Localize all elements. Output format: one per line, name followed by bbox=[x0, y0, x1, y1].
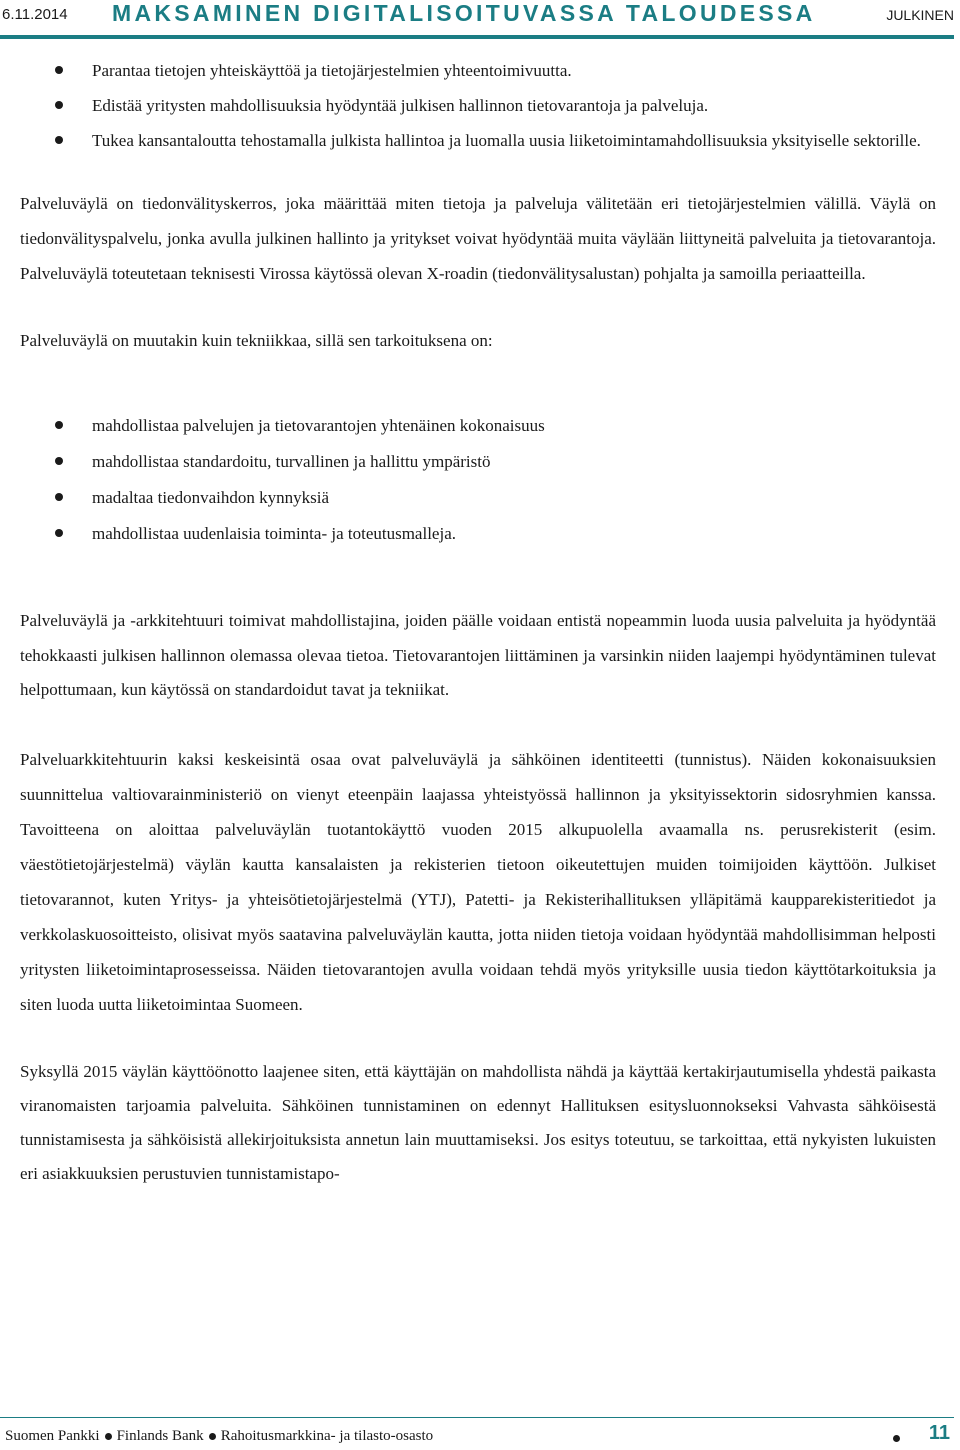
list-item: mahdollistaa uudenlaisia toiminta- ja toteutusmalleja. bbox=[20, 516, 936, 552]
bullet-dot-icon bbox=[209, 1433, 216, 1440]
footer-org-sv: Finlands Bank bbox=[116, 1428, 204, 1444]
list-item: Tukea kansantaloutta tehostamalla julkista hallintoa ja luomalla uusia liiketoimintamahdollisuuksia yksityiselle sektorille. bbox=[20, 123, 936, 158]
paragraph-service-bus-definition: Palveluväylä on tiedonvälityskerros, joka määrittää miten tietoja ja palveluja välitetään eri tietojärjestelmien välillä. Väylä on tiedonvälityspalvelu, jonka avulla julkinen hallinto ja yritykset voivat hyödyntää muita väylään liittyneitä palveluita ja tietovarantoja. Palveluväylä toteutetaan teknisesti Virossa käytössä olevan X-roadin (tiedonvälitysalustan) pohjalta ja samoilla periaatteilla. bbox=[20, 194, 936, 283]
bullet-dot-icon bbox=[893, 1435, 900, 1442]
header-date: 6.11.2014 bbox=[2, 6, 68, 23]
page-header bbox=[0, 0, 960, 30]
header-classification: JULKINEN bbox=[886, 7, 954, 23]
header-rule bbox=[0, 35, 954, 39]
page-footer bbox=[5, 1422, 950, 1448]
list-item: mahdollistaa standardoitu, turvallinen ja hallittu ympäristö bbox=[20, 444, 936, 480]
header-title: MAKSAMINEN DIGITALISOITUVASSA TALOUDESSA bbox=[112, 0, 816, 26]
document-body bbox=[20, 61, 936, 1192]
purpose-list bbox=[20, 408, 936, 552]
paragraph-architecture: Palveluväylä ja -arkkitehtuuri toimivat mahdollistajina, joiden päälle voidaan entistä nopeammin luoda uusia palveluita ja hyödyntää tehokkaasti julkisen hallinnon olemassa olevaa tietoa. Tietovarantojen liittäminen ja varsinkin niiden laajempi hyödyntäminen tulevat helpottumaan, kun käytössä on standardoidut tavat ja tekniikat. bbox=[20, 611, 936, 699]
list-item: madaltaa tiedonvaihdon kynnyksiä bbox=[20, 480, 936, 516]
list-item: Edistää yritysten mahdollisuuksia hyödyntää julkisen hallinnon tietovarantoja ja palveluja. bbox=[20, 88, 936, 123]
goals-list bbox=[20, 53, 936, 158]
paragraph-rollout-2015: Syksyllä 2015 väylän käyttöönotto laajenee siten, että käyttäjän on mahdollista nähdä ja käyttää kertakirjautumisella yhdestä paikasta viranomaisten tarjoamia palveluita. Sähköinen tunnistaminen on edennyt Hallituksen esitysluonnokseksi Vahvasta sähköisestä tunnistamisesta ja sähköisistä allekirjoituksista annetun lain muuttamiseksi. Jos esitys toteutuu, se tarkoittaa, että nykyisten lukuisten eri asiakkuuksien perustuvien tunnistamistapo- bbox=[20, 1061, 936, 1184]
list-item: Parantaa tietojen yhteiskäyttöä ja tietojärjestelmien yhteentoimivuutta. bbox=[20, 53, 936, 88]
paragraph-key-components: Palveluarkkitehtuurin kaksi keskeisintä osaa ovat palveluväylä ja sähköinen identiteetti (tunnistus). Näiden kokonaisuuksien suunnittelua valtiovarainministeriö on vienyt eteenpäin laajassa yhteistyössä hallinnon ja yksityissektorin sidosryhmien kanssa. Tavoitteena on aloittaa palveluväylän tuotantokäyttö vuoden 2015 alkupuolella avaamalla ns. perusrekisterit (esim. väestötietojärjestelmä) väylän kautta kansalaisten ja rekisterien tietoon oikeutettujen muiden toimijoiden käyttöön. Julkiset tietovarannot, kuten Yritys- ja yhteisötietojärjestelmä (YTJ), Patetti- ja Rekisterihallituksen ylläpitämä kaupparekisteritiedot ja verkkolaskuosoitteisto, olisivat myös saatavina palveluväylän kautta, jotta niiden tietoja voidaan hyödyntää mahdollisimman helposti yritysten liiketoimintaprosesseissa. Näiden tietovarantojen avulla voidaan tehdä myös yrityksille uusia tiedon käyttötarkoituksia ja siten luoda uutta liiketoimintaa Suomeen. bbox=[20, 749, 936, 1014]
list-item: mahdollistaa palvelujen ja tietovarantojen yhtenäinen kokonaisuus bbox=[20, 408, 936, 444]
paragraph-purpose-intro: Palveluväylä on muutakin kuin tekniikkaa, sillä sen tarkoituksena on: bbox=[20, 331, 493, 350]
bullet-dot-icon bbox=[105, 1433, 112, 1440]
footer-org-fi: Suomen Pankki bbox=[5, 1428, 100, 1444]
page-number: 11 bbox=[928, 1422, 950, 1444]
footer-rule bbox=[0, 1417, 954, 1418]
footer-department: Rahoitusmarkkina- ja tilasto-osasto bbox=[220, 1428, 434, 1444]
